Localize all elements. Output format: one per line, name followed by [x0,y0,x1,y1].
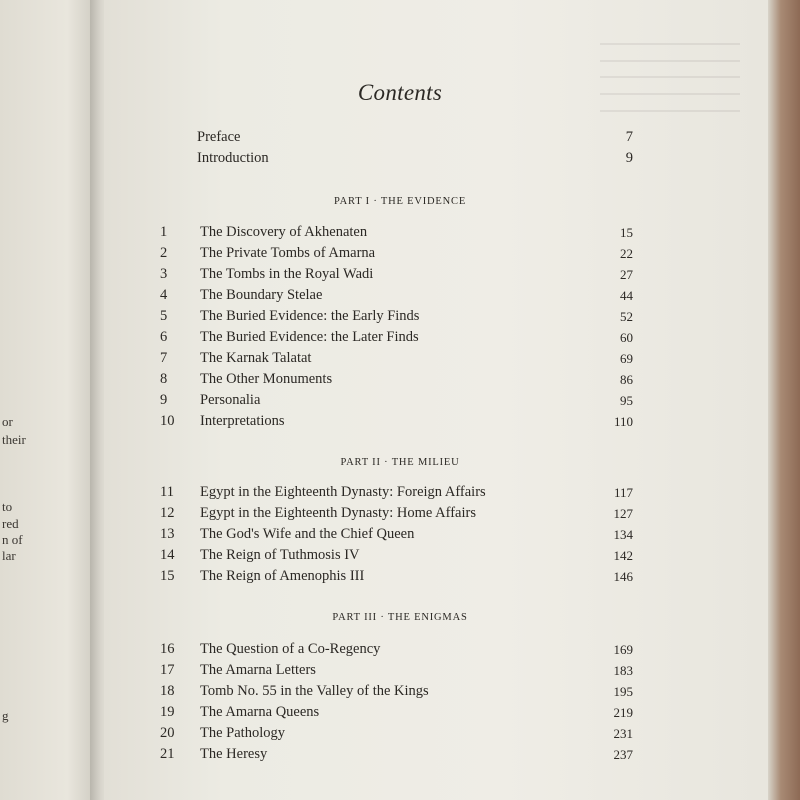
toc-chapter-entry[interactable] [160,526,633,547]
chapter-page: 237 [613,747,633,762]
entry-title: Preface [197,129,241,145]
chapter-number: 1 [160,224,168,240]
chapter-number: 13 [160,526,175,542]
chapter-number: 19 [160,704,175,720]
chapter-number: 8 [160,371,168,387]
toc-chapter-entry[interactable] [160,287,633,308]
toc-chapter-entry[interactable] [160,266,633,287]
chapter-title: The Amarna Letters [200,662,316,678]
chapter-page: 27 [620,267,633,282]
toc-chapter-entry[interactable] [160,224,633,245]
toc-chapter-entry[interactable] [160,746,633,767]
chapter-title: The Heresy [200,746,268,762]
chapter-number: 11 [160,484,174,500]
toc-chapter-entry[interactable] [160,350,633,371]
chapter-number: 7 [160,350,168,366]
left-fragment: lar [2,548,16,563]
chapter-title: The Tombs in the Royal Wadi [200,266,374,282]
chapter-page: 15 [620,225,633,240]
chapter-page: 52 [620,309,633,324]
toc-chapter-entry[interactable] [160,392,633,413]
part-heading: PART II · THE MILIEU [340,457,460,468]
chapter-page: 134 [613,527,633,542]
toc-chapter-entry[interactable] [160,704,633,725]
chapter-number: 20 [160,725,175,741]
chapter-title: The Pathology [200,725,285,741]
chapter-page: 95 [620,393,633,408]
toc-chapter-entry[interactable] [160,641,633,662]
toc-chapter-entry[interactable] [160,413,633,434]
left-fragment: n of [2,532,23,547]
left-fragment: or [2,414,13,429]
part-heading: PART III · THE ENIGMAS [332,612,468,623]
chapter-title: The Karnak Talatat [200,350,312,366]
toc-front-entry[interactable] [197,129,633,151]
toc-chapter-entry[interactable] [160,725,633,746]
page-title: Contents [357,80,443,105]
chapter-title: The God's Wife and the Chief Queen [200,526,415,542]
chapter-title: Tomb No. 55 in the Valley of the Kings [200,683,429,699]
chapter-page: 195 [613,684,633,699]
entry-page: 7 [625,129,633,145]
chapter-number: 17 [160,662,175,678]
toc-chapter-entry[interactable] [160,547,633,568]
toc-front-entry[interactable] [197,150,633,172]
chapter-number: 10 [160,413,175,429]
chapter-page: 69 [620,351,633,366]
toc-chapter-entry[interactable] [160,329,633,350]
toc-chapter-entry[interactable] [160,484,633,505]
page-edge [768,0,800,800]
chapter-page: 86 [620,372,633,387]
chapter-title: Egypt in the Eighteenth Dynasty: Foreign Affairs [200,484,486,500]
chapter-number: 21 [160,746,175,762]
chapter-title: The Discovery of Akhenaten [200,224,368,240]
left-fragment: red [2,516,19,531]
chapter-page: 117 [613,485,633,500]
chapter-title: Personalia [200,392,261,408]
entry-title: Introduction [197,150,269,166]
left-fragment: to [2,499,13,514]
toc-chapter-entry[interactable] [160,308,633,329]
entry-page: 9 [625,150,633,166]
left-fragment: their [2,432,26,447]
chapter-title: The Reign of Tuthmosis IV [200,547,360,563]
chapter-number: 4 [160,287,168,303]
toc-chapter-entry[interactable] [160,505,633,526]
chapter-number: 18 [160,683,175,699]
chapter-title: The Boundary Stelae [200,287,323,303]
chapter-number: 5 [160,308,168,324]
chapter-title: The Amarna Queens [200,704,320,720]
chapter-page: 22 [620,246,633,261]
chapter-page: 231 [613,726,633,741]
left-fragment: g [2,708,9,723]
chapter-page: 146 [613,569,633,584]
chapter-number: 6 [160,329,168,345]
chapter-title: Egypt in the Eighteenth Dynasty: Home Affairs [200,505,476,521]
chapter-title: Interpretations [200,413,285,429]
chapter-number: 16 [160,641,175,657]
toc-chapter-entry[interactable] [160,245,633,266]
chapter-page: 183 [613,663,633,678]
chapter-page: 169 [613,642,633,657]
part-heading: PART I · THE EVIDENCE [333,196,467,207]
chapter-title: The Question of a Co-Regency [200,641,381,657]
chapter-number: 14 [160,547,175,563]
chapter-number: 2 [160,245,168,261]
left-page [0,0,96,800]
chapter-number: 9 [160,392,168,408]
toc-chapter-entry[interactable] [160,371,633,392]
toc-chapter-entry[interactable] [160,683,633,704]
chapter-page: 127 [613,506,633,521]
chapter-page: 219 [613,705,633,720]
toc-chapter-entry[interactable] [160,662,633,683]
chapter-number: 3 [160,266,168,282]
chapter-page: 44 [620,288,633,303]
chapter-title: The Reign of Amenophis III [200,568,365,584]
chapter-number: 15 [160,568,175,584]
chapter-title: The Private Tombs of Amarna [200,245,376,261]
chapter-page: 142 [613,548,633,563]
chapter-title: The Other Monuments [200,371,333,387]
toc-chapter-entry[interactable] [160,568,633,589]
chapter-page: 60 [620,330,633,345]
chapter-page: 110 [613,414,633,429]
chapter-title: The Buried Evidence: the Early Finds [200,308,420,324]
chapter-number: 12 [160,505,175,521]
chapter-title: The Buried Evidence: the Later Finds [200,329,419,345]
